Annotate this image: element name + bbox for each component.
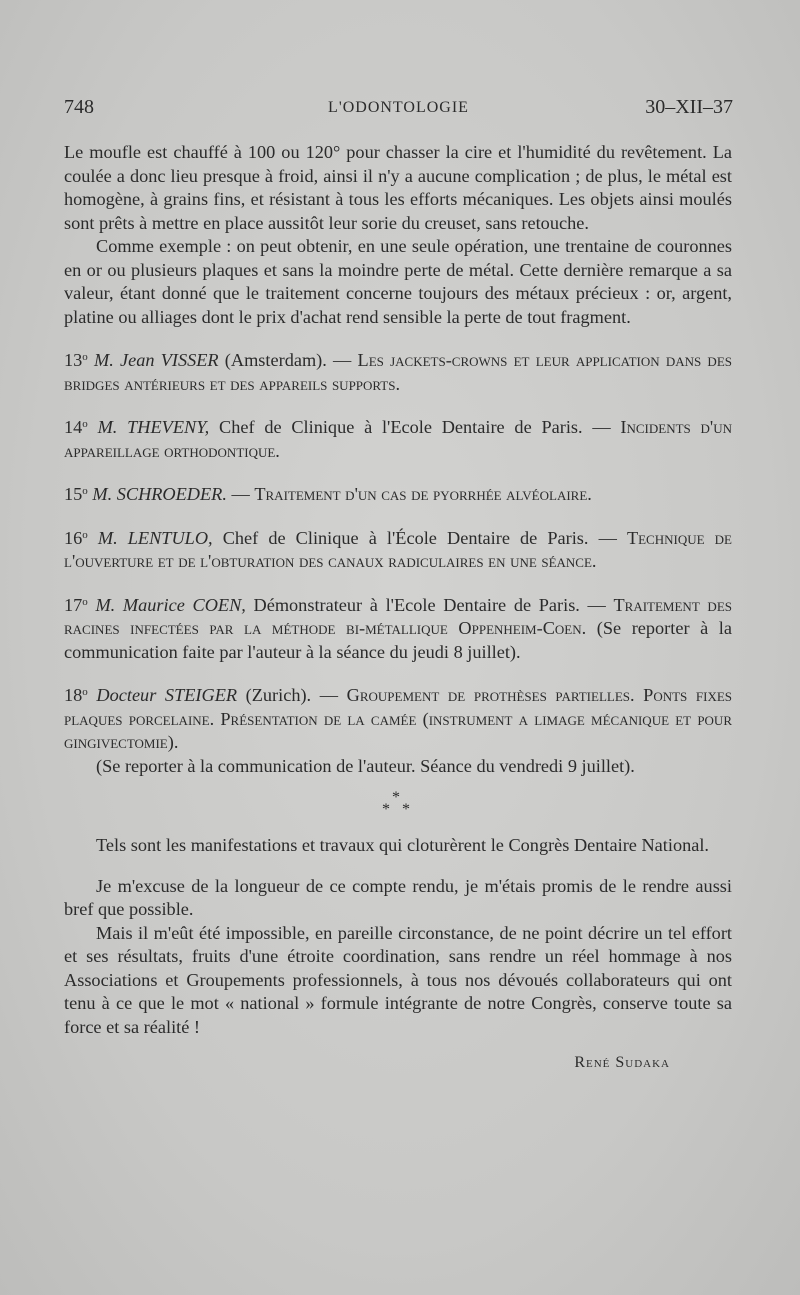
presentation-note: (Se reporter à la communication faite par l'auteur à la séance du jeudi 8 juillet). [64,618,732,662]
degree-mark: o [82,351,88,363]
article-body [64,141,732,1075]
presentation-title: Traitement des racines infectées par la méthode bi-métallique Oppenheim-Coen. [64,594,732,638]
list-item-17 [64,591,732,665]
issue-date: 30–XII–37 [645,96,733,118]
item-number: 16 [64,527,83,548]
presentation-title: Traitement d'un cas de pyorrhée alvéolaire. [254,484,592,504]
degree-mark: o [82,528,88,541]
presenter-name: M. Maurice COEN, [95,594,246,615]
item-number: 15 [64,484,83,504]
item-18-note: (Se reporter à la communication de l'auteur. Séance du vendredi 9 juillet). [96,755,635,776]
author-signature: René Sudaka [574,1054,670,1071]
presentation-title: Groupement de prothèses partielles. Ponts fixes plaques porcelaine. Présentation de la camée (instrument a limage mécanique et pour gingivectomie). [64,685,733,752]
list-item-18 [64,681,732,755]
closing-paragraph-3: Mais il m'eût été impossible, en pareille circonstance, de ne point décrire un tel effort et ses résultats, fruits d'une étroite coordination, sans rendre un réel hommage à nos Associations et Groupements professionnels, à tous nos dévoués collaborateurs qui ont tenu à ce que le mot « national » formule intégrante de notre Congrès, conserve toute sa force et sa réalité ! [64,922,732,1037]
asterism-top: * [392,789,404,806]
degree-mark: o [82,686,88,698]
item-number: 13 [64,350,83,370]
presenter-affiliation: (Zurich). — [237,685,347,705]
asterism-bottom: * * [382,801,414,818]
presenter-affiliation: Chef de Clinique à l'Ecole Dentaire de Paris. — [209,417,621,437]
presenter-name: M. LENTULO, [97,527,213,548]
journal-title: L'ODONTOLOGIE [328,99,469,116]
asterism [64,789,732,818]
presenter-affiliation: — [226,484,255,504]
presenter-name: Docteur STEIGER [96,685,238,705]
presenter-name: M. THEVENY, [97,417,210,437]
list-item-16 [64,524,732,574]
degree-mark: o [82,418,88,430]
closing-paragraph-1: Tels sont les manifestations et travaux qui cloturèrent le Congrès Dentaire National. [96,835,709,855]
presentation-title: Les jackets-crowns et leur application dans des bridges antérieurs et des appareils supports. [64,350,732,394]
degree-mark: o [82,595,88,608]
presenter-affiliation: Démonstrateur à l'Ecole Dentaire de Paris. — [245,594,614,615]
list-item-13 [64,346,732,396]
list-item-14 [64,413,732,463]
presenter-affiliation: (Amsterdam). — [218,350,358,370]
presenter-affiliation: Chef de Clinique à l'École Dentaire de Paris. — [212,527,627,548]
item-number: 14 [64,417,83,437]
paragraph-2: Comme exemple : on peut obtenir, en une seule opération, une trentaine de couronnes en or ou plusieurs plaques et sans la moindre perte de métal. Cette dernière remarque a sa valeur, étant donné que le traitement concerne toujours des métaux précieux : or, argent, platine ou alliages dont le prix d'achat rend sensible la perte de tout fragment. [64,236,732,327]
paragraph-1: Le moufle est chauffé à 100 ou 120° pour chasser la cire et l'humidité du revêtement. La coulée a donc lieu presque à froid, ainsi il n'y a aucune complication ; de plus, le métal est homogène, à grains fins, et résistant à tous les efforts mécaniques. Les objets ainsi moulés sont prêts à mettre en place aussitôt leur sorie du creuset, sans retouche. [64,142,732,233]
running-header [64,96,733,126]
presenter-name: M. SCHROEDER. [92,484,227,504]
presentation-title: Incidents d'un appareillage orthodontique. [64,417,732,461]
presentation-title: Technique de l'ouverture et de l'obturation des canaux radiculaires en une séance. [64,527,732,571]
item-number: 18 [64,685,83,705]
page-number: 748 [64,96,94,118]
closing-paragraph-2: Je m'excuse de la longueur de ce compte rendu, je m'étais promis de le rendre aussi bref que possible. [64,875,732,919]
item-number: 17 [64,594,83,615]
list-item-15 [64,480,732,507]
degree-mark: o [82,485,88,497]
presenter-name: M. Jean VISSER [94,350,219,370]
